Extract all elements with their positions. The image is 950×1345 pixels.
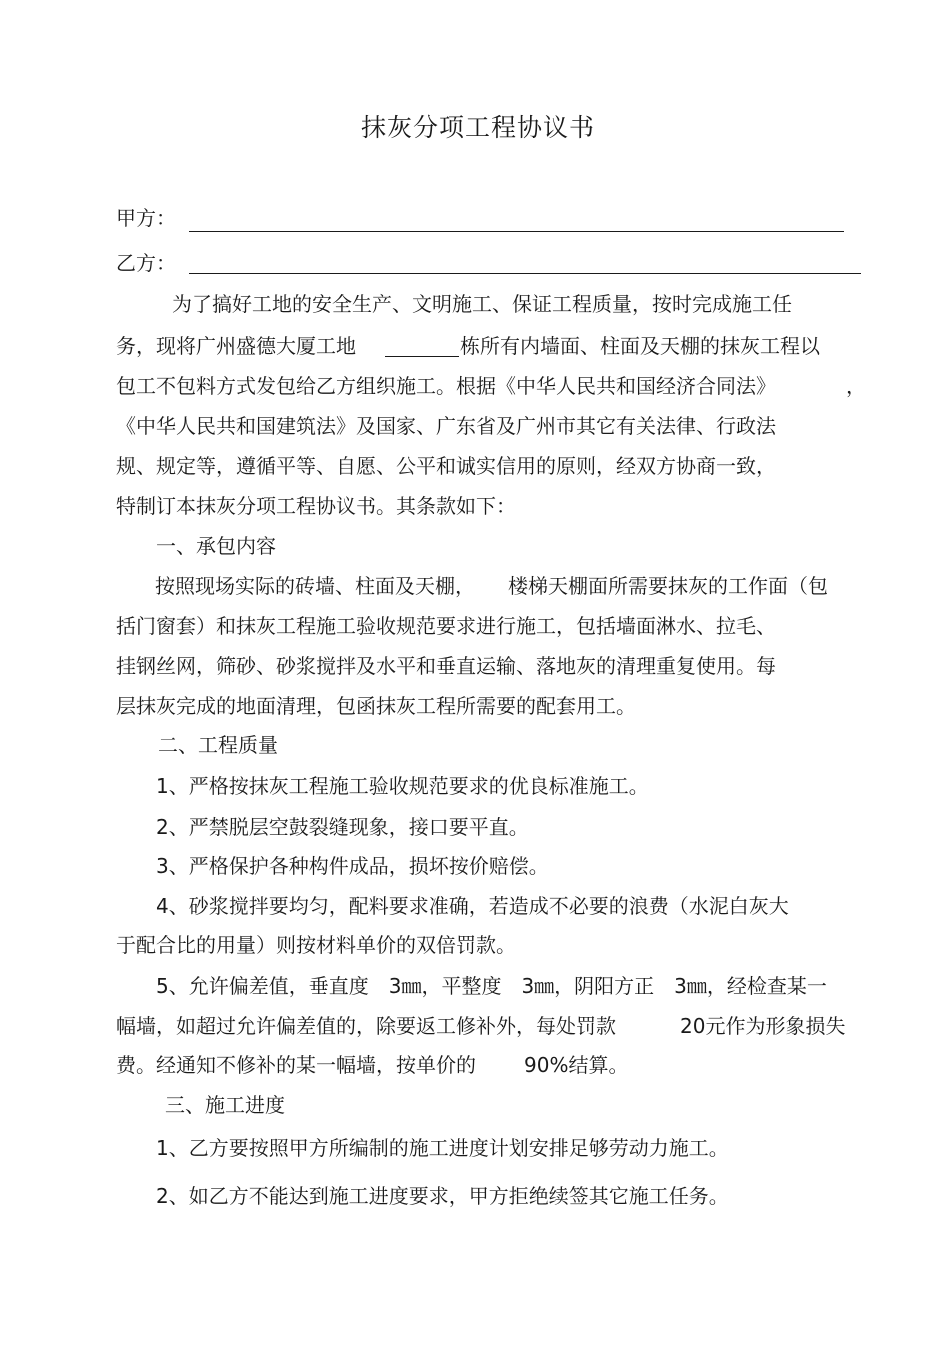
section-2-item-1: 1、严格按抹灰工程施工验收规范要求的优良标准施工。 — [156, 774, 649, 798]
intro-line-2-pre: 务，现将广州盛德大厦工地 — [116, 334, 356, 358]
section-2-item-5-line-3a: 费。经通知不修补的某一幅墙，按单价的 — [116, 1053, 476, 1077]
intro-line-2-post: 栋所有内墙面、柱面及天棚的抹灰工程以 — [460, 334, 820, 358]
section-1-line-4: 层抹灰完成的地面清理，包函抹灰工程所需要的配套用工。 — [116, 694, 636, 718]
intro-line-1: 为了搞好工地的安全生产、文明施工、保证工程质量，按时完成施工任 — [172, 292, 792, 316]
section-2-item-4-line-2: 于配合比的用量）则按材料单价的双倍罚款。 — [116, 933, 516, 957]
section-2-item-4-line-1: 4、砂浆搅拌要均匀，配料要求准确，若造成不必要的浪费（水泥白灰大 — [156, 894, 789, 918]
section-2-item-3: 3、严格保护各种构件成品，损坏按价赔偿。 — [156, 854, 549, 878]
party-a-label: 甲方： — [116, 206, 176, 230]
section-1-line-3: 挂钢丝网，筛砂、砂浆搅拌及水平和垂直运输、落地灰的清理重复使用。每 — [116, 654, 776, 678]
intro-line-6: 特制订本抹灰分项工程协议书。其条款如下： — [116, 494, 516, 518]
section-2-item-5-line-2a: 幅墙，如超过允许偏差值的，除要返工修补外，每处罚款 — [116, 1014, 616, 1038]
section-3-item-1: 1、乙方要按照甲方所编制的施工进度计划安排足够劳动力施工。 — [156, 1136, 729, 1160]
party-a-blank-line — [189, 231, 844, 232]
section-1-line-1b: 楼梯天棚面所需要抹灰的工作面（包 — [508, 574, 828, 598]
building-number-blank-line — [385, 356, 459, 357]
section-2-heading: 二、工程质量 — [158, 733, 278, 757]
document-title: 抹灰分项工程协议书 — [361, 113, 596, 142]
section-1-line-2: 括门窗套）和抹灰工程施工验收规范要求进行施工，包括墙面淋水、拉毛、 — [116, 614, 776, 638]
intro-line-5: 规、规定等，遵循平等、自愿、公平和诚实信用的原则，经双方协商一致， — [116, 454, 776, 478]
intro-line-3-comma: ， — [846, 374, 866, 398]
section-2-item-2: 2、严禁脱层空鼓裂缝现象，接口要平直。 — [156, 815, 529, 839]
intro-line-4: 《中华人民共和国建筑法》及国家、广东省及广州市其它有关法律、行政法 — [116, 414, 776, 438]
party-b-blank-line — [189, 273, 861, 274]
section-2-item-5-line-2b: 20元作为形象损失 — [680, 1014, 846, 1038]
party-b-label: 乙方： — [116, 251, 176, 275]
section-2-item-5-line-1: 5、允许偏差值，垂直度 3㎜，平整度 3㎜，阴阳方正 3㎜，经检查某一 — [156, 974, 827, 998]
section-2-item-5-line-3b: 90%结算。 — [524, 1053, 629, 1077]
section-1-heading: 一、承包内容 — [156, 534, 276, 558]
section-3-item-2: 2、如乙方不能达到施工进度要求，甲方拒绝续签其它施工任务。 — [156, 1184, 729, 1208]
section-3-heading: 三、施工进度 — [165, 1093, 285, 1117]
intro-line-3: 包工不包料方式发包给乙方组织施工。根据《中华人民共和国经济合同法》 — [116, 374, 776, 398]
section-1-line-1a: 按照现场实际的砖墙、柱面及天棚， — [155, 574, 475, 598]
